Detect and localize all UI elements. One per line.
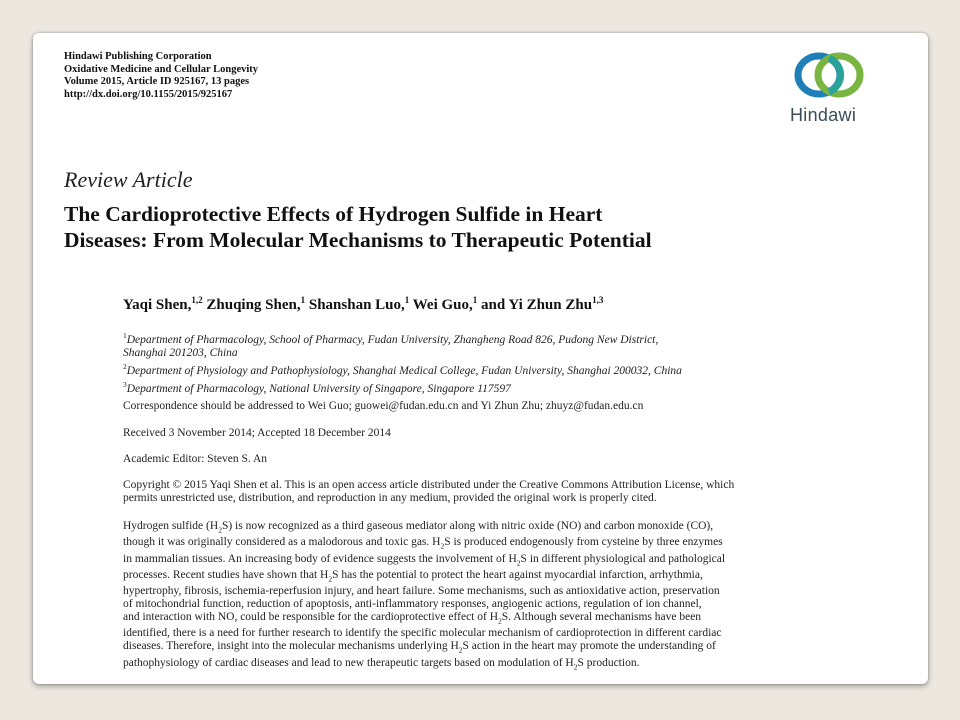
- author-name: and Yi Zhun Zhu: [481, 297, 593, 313]
- copyright-notice: Copyright © 2015 Yaqi Shen et al. This is an open access article distributed under the Creative Commons Attribution License, which permits unrestricted use, distribution, and reproduction in any medium, provided the original work is properly cited.: [123, 479, 735, 504]
- author-affiliation-marker: 1,3: [592, 295, 604, 305]
- volume-line: Volume 2015, Article ID 925167, 13 pages: [64, 76, 250, 87]
- author-name: Yaqi Shen,: [123, 297, 192, 313]
- academic-editor-line: Academic Editor: Steven S. An: [123, 453, 268, 465]
- received-accepted-line: Received 3 November 2014; Accepted 18 December 2014: [123, 427, 391, 439]
- author-list: [123, 295, 603, 314]
- hindawi-logo-text: Hindawi: [790, 105, 857, 125]
- affiliation-list: [123, 329, 843, 395]
- author-name: Shanshan Luo,: [308, 297, 405, 313]
- journal-name: Oxidative Medicine and Cellular Longevity: [64, 63, 259, 75]
- title-line: The Cardioprotective Effects of Hydrogen Sulfide in Heart: [64, 202, 603, 226]
- author-affiliation-marker: 1: [404, 295, 410, 305]
- author-name: Wei Guo,: [412, 297, 473, 313]
- article-title: [64, 201, 884, 253]
- affiliation-item: $^2$Department of Physiology and Pathophysiology, Shanghai Medical College, Fudan University, Shanghai 200032, China: [123, 361, 682, 377]
- article-type: Review Article: [64, 167, 193, 192]
- doi-link[interactable]: http://dx.doi.org/10.1155/2015/925167: [64, 88, 233, 100]
- author-affiliation-marker: 1: [472, 295, 478, 305]
- journal-header: [64, 51, 258, 101]
- paper-page: [33, 33, 928, 684]
- author-name: Zhuqing Shen,: [206, 297, 301, 313]
- correspondence-line: Correspondence should be addressed to Wei Guo; guowei@fudan.edu.cn and Yi Zhun Zhu; zhuyz@fudan.edu.cn: [123, 400, 644, 412]
- affiliation-item: $^1$Department of Pharmacology, School of Pharmacy, Fudan University, Zhangheng Road 826, Pudong New District,: [123, 331, 659, 346]
- author-affiliation-marker: 1,2: [191, 295, 203, 305]
- abstract: Hydrogen sulfide $(H_2S)$ is now recognized as a third gaseous mediator along with nitric oxide (NO) and carbon monoxide (CO), though it was originally considered as a malodorous and toxic gas. $H_2S$ is produced endogenously from cysteine by three enzymes in mammalian tissues. An increasing body of evidence suggests the involvement of $H_2S$ in different physiological and pathological processes. Recent studies have shown that $H_2S$ has the potential to protect the heart against myocardial infarction, arrhythmia, hypertrophy, fibrosis, ischemia-reperfusion injury, and heart failure. Some mechanisms, such as antioxidative action, preservation of mitochondrial function, reduction of apoptosis, anti-inflammatory responses, angiogenic actions, regulation of ion channel, and interaction with NO, could be responsible for the cardioprotective effect of $H_2S$. Although several mechanisms have been identified, there is a need for further research to identify the specific molecular mechanism of cardioprotection in different cardiac diseases. Therefore, insight into the molecular mechanisms underlying $H_2S$ action in the heart may promote the understanding of pathophysiology of cardiac diseases and lead to new therapeutic targets based on modulation of $H_2S$ production.: [123, 520, 726, 672]
- publisher-name: Hindawi Publishing Corporation: [64, 51, 212, 62]
- title-line: Diseases: From Molecular Mechanisms to Therapeutic Potential: [64, 228, 652, 252]
- affiliation-item-continued: Shanghai 201203, China: [123, 346, 238, 359]
- author-affiliation-marker: 1: [300, 295, 306, 305]
- affiliation-item: $^3$Department of Pharmacology, National University of Singapore, Singapore 117597: [123, 379, 511, 395]
